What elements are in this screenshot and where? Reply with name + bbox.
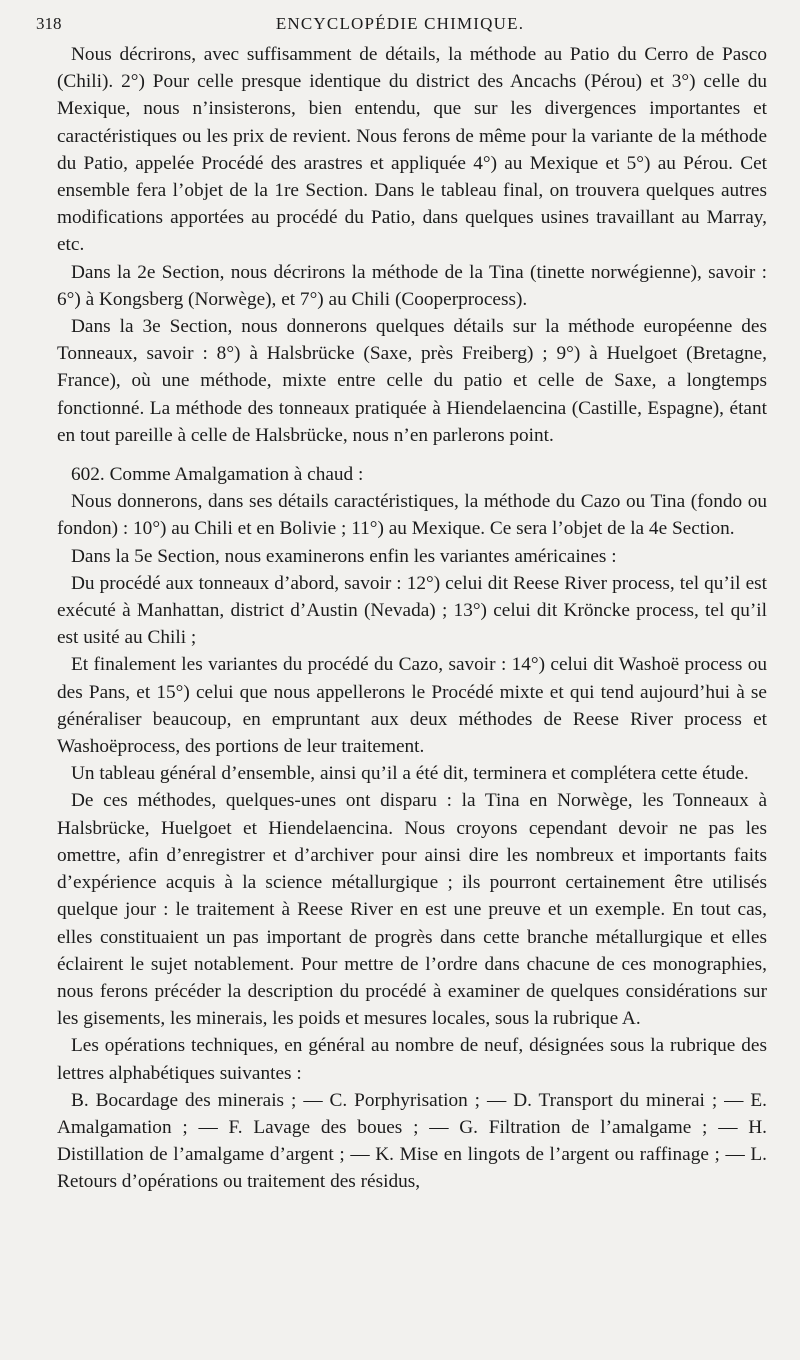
operations-paragraph: B. Bocardage des minerais ; — C. Porphyrisation ; — D. Transport du minerai ; — E. Amalgamation ; — F. Lavage des boues ; — G. Filtration de l’amalgame ; — H. Distillation de l’amalgame d’argent ; — K. Mise en lingots de l’argent ou raffinage ; — L. Retours d’opérations ou traitement des résidus, [57,1089,767,1193]
paragraph-3: Dans la 3e Section, nous donnerons quelques détails sur la méthode européenne des Tonneaux, savoir : 8°) à Halsbrücke (Saxe, près Freiberg) ; 9°) à Huelgoet (Bretagne, France), où une méthode, mixte entre celle du patio et celle de Saxe, a longtemps fonctionné. La méthode des tonneaux pratiquée à Hiendelaencina (Castille, Espagne), étant en tout pareille à celle de Halsbrücke, nous n’en parlerons point. [57,316,767,446]
page-body [57,41,767,1196]
section-602-heading: 602. Comme Amalgamation à chaud : [71,464,364,486]
page-header [36,14,764,40]
paragraph-5: Dans la 5e Section, nous examinerons enfin les variantes américaines : [71,545,617,567]
paragraph-7: Et finalement les variantes du procédé du Cazo, savoir : 14°) celui dit Washoë process ou des Pans, et 15°) celui que nous appellerons le Procédé mixte et qui tend aujourd’hui à se généraliser beaucoup, en empruntant aux deux méthodes de Reese River process et Washoëprocess, des portions de leur traitement. [57,654,767,758]
page-number: 318 [36,14,62,33]
paragraph-8: Un tableau général d’ensemble, ainsi qu’il a été dit, terminera et complétera cette étude. [71,763,749,785]
paragraph-10: Les opérations techniques, en général au nombre de neuf, désignées sous la rubrique des lettres alphabétiques suivantes : [57,1035,767,1084]
running-title: ENCYCLOPÉDIE CHIMIQUE. [275,14,525,33]
operations-list [57,1087,767,1196]
spacer [57,449,767,461]
paragraph-1: Nous décrirons, avec suffisamment de détails, la méthode au Patio du Cerro de Pasco (Chili). 2°) Pour celle presque identique du district des Ancachs (Pérou) et 3°) celle du Mexique, nous n’insisterons, bien entendu, que sur les divergences importantes et caractéristiques ou les prix de revient. Nous ferons de même pour la variante de la méthode du Patio, appelée Procédé des arastres et appliquée 4°) au Mexique et 5°) au Pérou. Cet ensemble fera l’objet de la 1re Section. Dans le tableau final, on trouvera quelques autres modifications apportées au procédé du Patio, dans quelques usines travaillant au Marray, etc. [57,44,767,256]
paragraph-9: De ces méthodes, quelques-unes ont disparu : la Tina en Norwège, les Tonneaux à Halsbrücke, Huelgoet et Hiendelaencina. Nous croyons cependant devoir ne pas les omettre, afin d’enregistrer et d’archiver pour ainsi dire les nombreux et importants faits d’expérience acquis à la science métallurgique ; ils pourront certainement être utilisés quelque jour : le traitement à Reese River en est une preuve et un exemple. En tout cas, elles constituaient un pas important de progrès dans cette branche métallurgique et elles éclairent le sujet notablement. Pour mettre de l’ordre dans chacune de ces monographies, nous ferons précéder la description du procédé à examiner de quelques considérations sur les gisements, les minerais, les poids et mesures locales, sous la rubrique A. [57,790,767,1030]
paragraph-6: Du procédé aux tonneaux d’abord, savoir : 12°) celui dit Reese River process, tel qu’il est exécuté à Manhattan, district d’Austin (Nevada) ; 13°) celui dit Kröncke process, tel qu’il est usité au Chili ; [57,572,767,649]
paragraph-2: Dans la 2e Section, nous décrirons la méthode de la Tina (tinette norwégienne), savoir : 6°) à Kongsberg (Norwège), et 7°) au Chili (Cooperprocess). [57,261,767,310]
paragraph-4: Nous donnerons, dans ses détails caractéristiques, la méthode du Cazo ou Tina (fondo ou fondon) : 10°) au Chili et en Bolivie ; 11°) au Mexique. Ce sera l’objet de la 4e Section. [57,491,767,540]
